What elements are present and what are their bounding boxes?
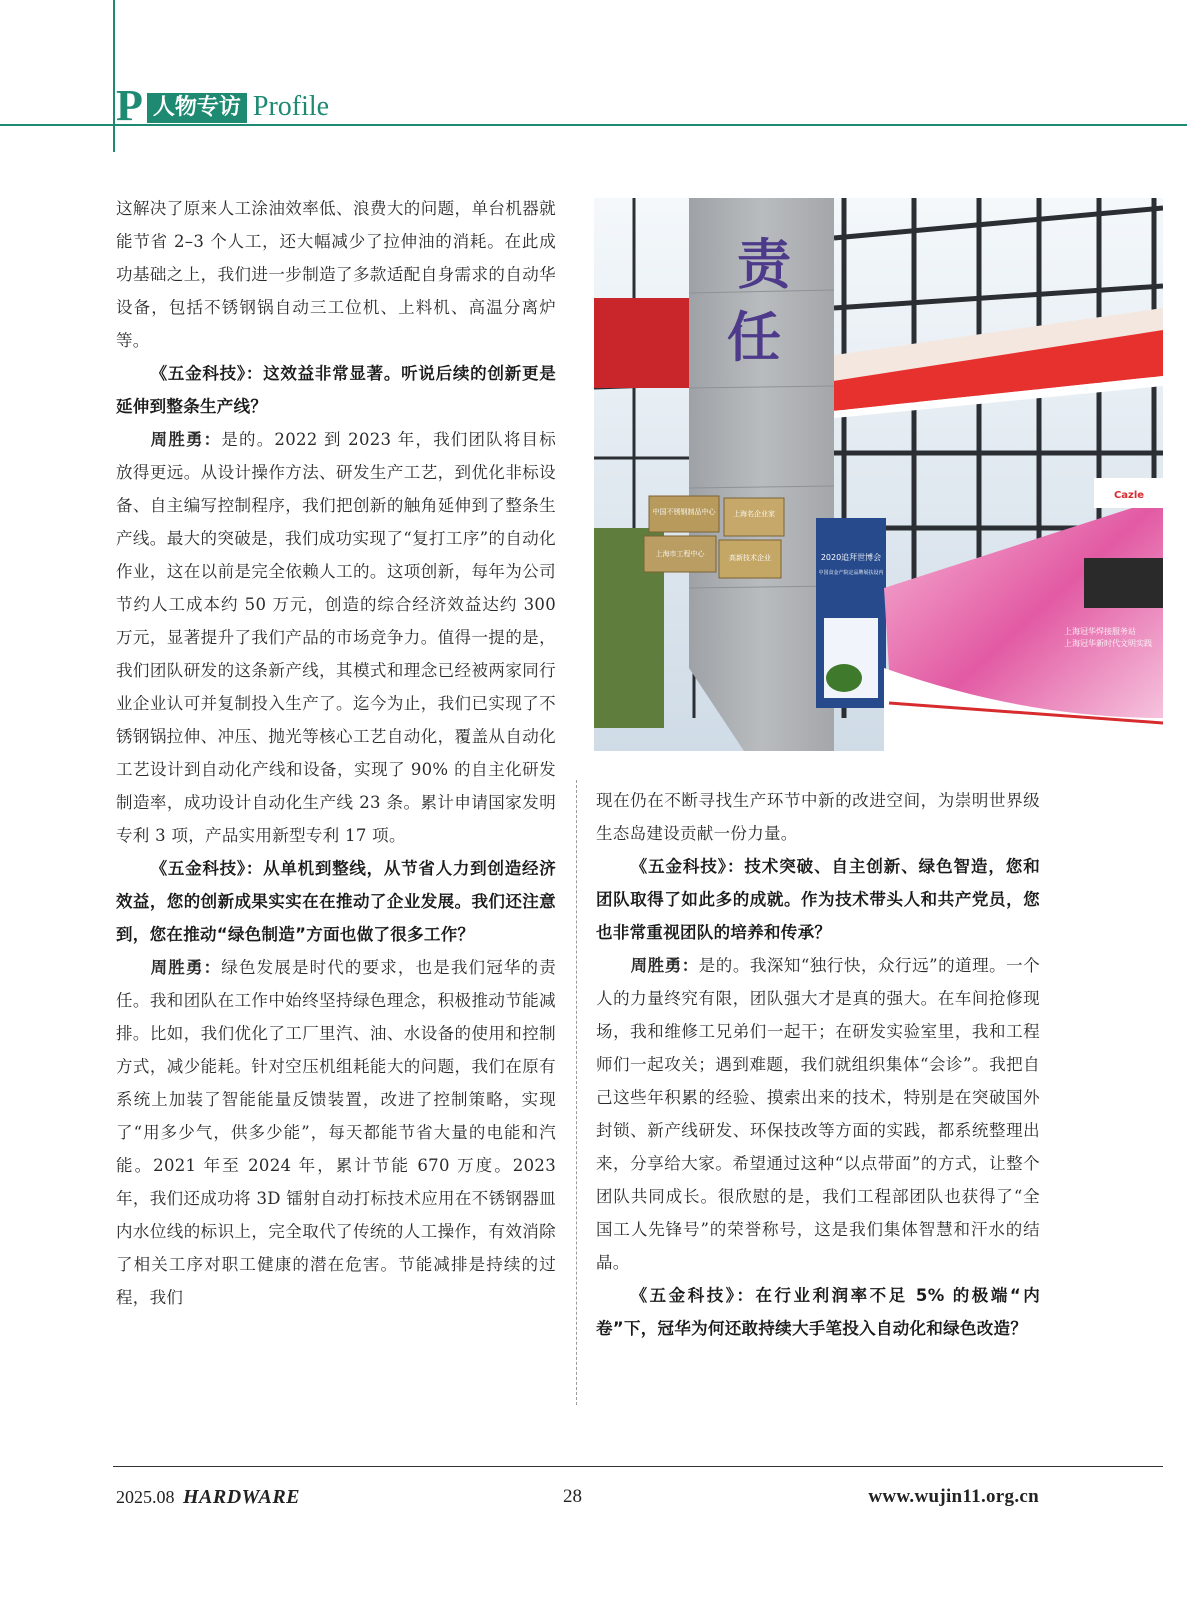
header-vertical-rule	[113, 0, 115, 152]
interview-question: 《五金科技》：技术突破、自主创新、绿色智造，您和团队取得了如此多的成就。作为技术带头人和共产党员，您也非常重视团队的培养和传承？	[596, 857, 1040, 942]
column-divider	[576, 780, 577, 1405]
issue-date: 2025.08	[116, 1487, 175, 1507]
speaker-name: 周胜勇：	[150, 958, 222, 977]
paragraph: 这解决了原来人工涂油效率低、浪费大的问题，单台机器就能节省 2–3 个人工，还大幅减少了拉伸油的消耗。在此成功基础之上，我们进一步制造了多款适配自身需求的自动华设备，包括不锈钢锅自动三工位机、上料机、高温分离炉等。	[116, 199, 556, 350]
interview-question: 《五金科技》：在行业利润率不足 5% 的极端“内卷”下，冠华为何还敢持续大手笔投入自动化和绿色改造？	[596, 1286, 1040, 1338]
brand-logo: Cazle	[1113, 490, 1145, 501]
answer-text: 是的。我深知“独行快，众行远”的道理。一个人的力量终究有限，团队强大才是真的强大。在车间抢修现场，我和维修工兄弟们一起干；在研发实验室里，我和工程师们一起攻关；遇到难题，我们就组织集体“会诊”。我把自己这些年积累的经验、摸索出来的技术，特别是在突破国外封锁、新产线研发、环保技改等方面的实践，都系统整理出来，分享给大家。希望通过这种“以点带面”的方式，让整个团队共同成长。很欣慰的是，我们工程部团队也获得了“全国工人先锋号”的荣誉称号，这是我们集体智慧和汗水的结晶。	[596, 956, 1041, 1272]
footer-rule	[113, 1466, 1163, 1467]
section-header	[116, 81, 330, 130]
section-letter: P	[116, 81, 143, 130]
paragraph: 现在仍在不断寻找生产环节中新的改进空间，为崇明世界级生态岛建设贡献一份力量。	[596, 791, 1040, 843]
interview-question: 《五金科技》：这效益非常显著。听说后续的创新更是延伸到整条生产线？	[116, 364, 556, 416]
footer-issue	[116, 1486, 300, 1509]
article-photo	[594, 198, 1163, 751]
section-title: 人物专访	[147, 93, 247, 123]
interview-answer	[116, 423, 556, 852]
article-column-left	[116, 192, 556, 1314]
section-title-en: Profile	[252, 91, 330, 122]
interview-answer	[116, 951, 556, 1314]
banner-title: 2020追拜世博会	[820, 553, 882, 562]
footer-url: www.wujin11.org.cn	[868, 1486, 1039, 1507]
banner-subtitle: 中国食金产院定品牌展扶设内	[818, 570, 884, 576]
counter-sign: 上海冠华新时代文明实践	[1064, 639, 1152, 648]
speaker-name: 周胜勇：	[150, 430, 222, 449]
counter-sign: 上海冠华焊接服务站	[1064, 627, 1136, 636]
award-plaque: 上海市工程中心	[655, 550, 705, 558]
interview-question: 《五金科技》：从单机到整线，从节省人力到创造经济效益，您的创新成果实实在在推动了企业发展。我们还注意到，您在推动“绿色制造”方面也做了很多工作？	[116, 859, 556, 944]
answer-text: 是的。2022 到 2023 年，我们团队将目标放得更远。从设计操作方法、研发生产工艺，到优化非标设备、自主编写控制程序，我们把创新的触角延伸到了整条生产线。最大的突破是，我们成功实现了“复打工序”的自动化作业，这在以前是完全依赖人工的。这项创新，每年为公司节约人工成本约 50 万元，创造的综合经济效益达约 300 万元，显著提升了我们产品的市场竞争力。值得一提的是，我们团队研发的这条新产线，其模式和理念已经被两家同行业企业认可并复制投入生产了。迄今为止，我们已实现了不锈钢锅拉伸、冲压、抛光等核心工艺自动化，覆盖从自动化工艺设计到自动化产线和设备，实现了 90% 的自主化研发制造率，成功设计自动化生产线 23 条。累计申请国家发明专利 3 项，产品实用新型专利 17 项。	[116, 430, 557, 845]
pillar-character: 责	[737, 232, 791, 296]
magazine-name: HARDWARE	[183, 1486, 300, 1508]
award-plaque: 中国不锈钢制品中心	[652, 508, 716, 516]
interview-answer	[596, 949, 1040, 1279]
award-plaque: 上海名企业家	[733, 510, 775, 518]
page-number: 28	[563, 1486, 582, 1507]
article-column-right	[596, 784, 1040, 1345]
pillar-character: 任	[727, 305, 781, 369]
speaker-name: 周胜勇：	[630, 956, 699, 975]
award-plaque: 高新技术企业	[729, 554, 771, 562]
answer-text: 绿色发展是时代的要求，也是我们冠华的责任。我和团队在工作中始终坚持绿色理念，积极推动节能减排。比如，我们优化了工厂里汽、油、水设备的使用和控制方式，减少能耗。针对空压机组耗能大的问题，我们在原有系统上加装了智能能量反馈装置，改进了控制策略，实现了“用多少气，供多少能”，每天都能节省大量的电能和汽能。2021 年至 2024 年，累计节能 670 万度。2023 年，我们还成功将 3D 镭射自动打标技术应用在不锈钢器皿内水位线的标识上，完全取代了传统的人工操作，有效消除了相关工序对职工健康的潜在危害。节能减排是持续的过程，我们	[116, 958, 557, 1307]
